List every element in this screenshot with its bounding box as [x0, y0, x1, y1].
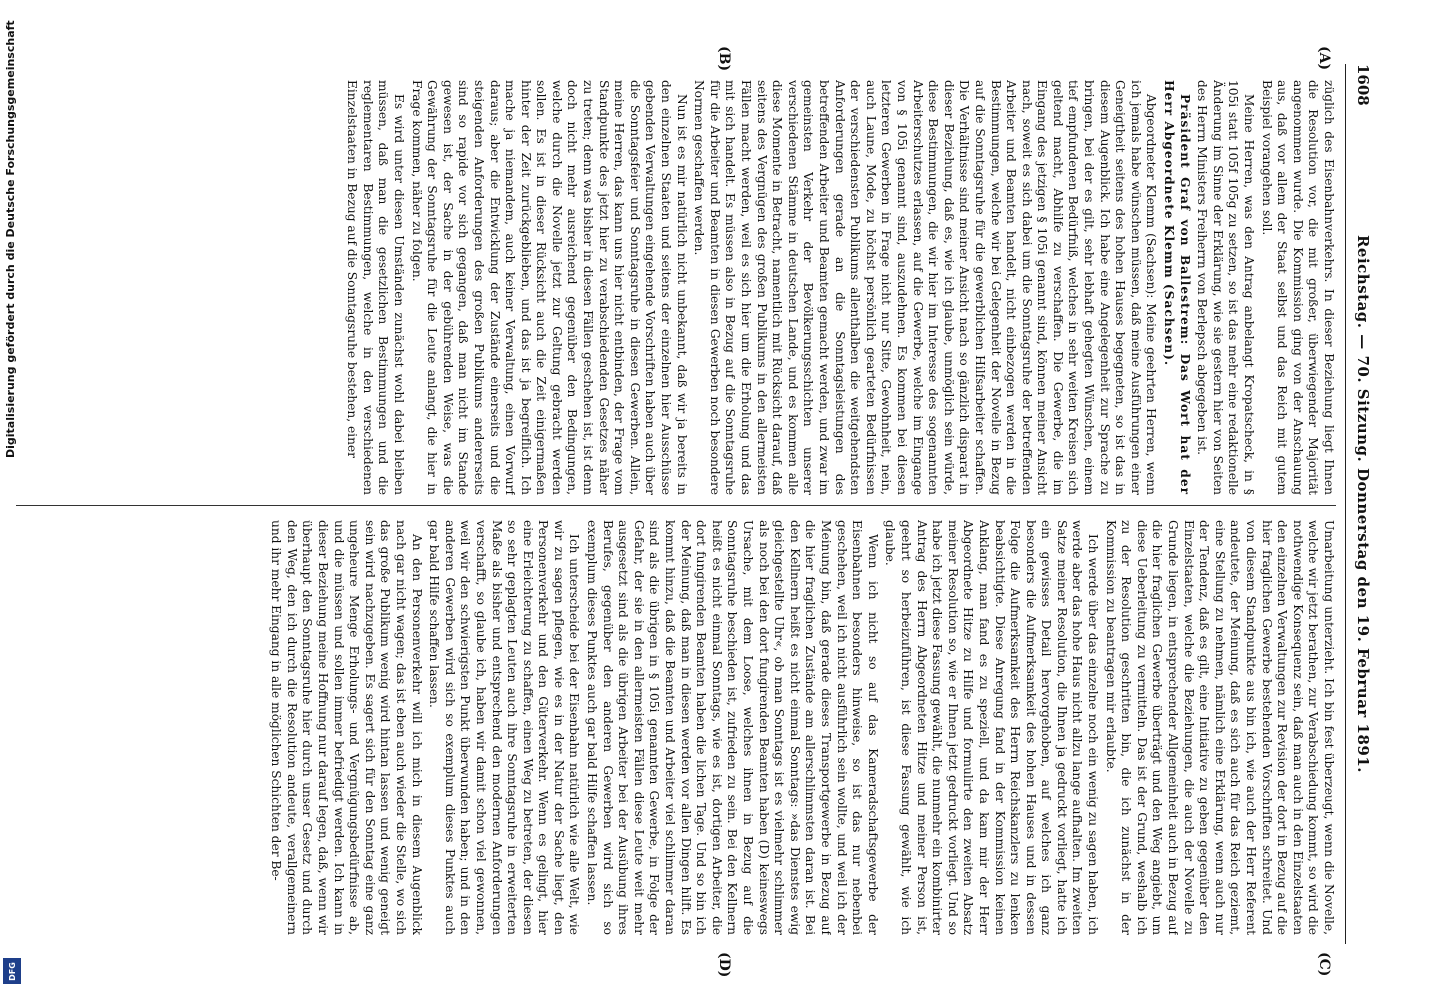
paragraph: Abgeordneter Klemm (Sachsen): Meine geehrten Herren, wenn ich jemals habe wünschen müssen, daß meine Ausführungen einer Geneigtheit seitens des hohen Hauses begegneten, so ist das in diesem Augenblick. Ich habe eine Angelegenheit zur Sprache zu bringen, bei der es gilt, sehr lebhaft gehegten Wünschen, einem tief empfundenen Bedürfniß, welches in sehr weiten Kreisen sich geltend macht, Abhilfe zu verschaffen. Die Gewerbe, die im Eingang des jetzigen § 105i genannt sind, können meiner Ansicht nach, soweit es sich dabei um die Sonntagsruhe der betreffenden Arbeiter und Beamten handelt, nicht einbezogen werden in die Bestimmungen, welche wir bei Gelegenheit der Novelle in Bezug auf die Sonntagsruhe für die gewerblichen Hilfsarbeiter schaffen. Die Verhältnisse sind meiner Ansicht nach so gänzlich disparat in dieser Beziehung, daß es, wie ich glaube, unmöglich sein würde, diese Bestimmungen, die wir hier im Interesse des sogenannten Arbeiterschutzes erlassen, auf die Gewerbe, welche im Eingange von § 105i genannt sind, auszudehnen. Es kommen bei diesen letzteren Gewerben in Frage nicht nur Sitte, Gewohnheit, nein, auch Laune, Mode, zu höchst persönlich gearteten Bedürfnissen der verschiedensten Publikums allenthalben die weitgehendsten Anforderungen gerade an die Sonntagsleistungen des betreffenden Arbeiter und Beamten gemacht werden, und zwar im gemeinsten Verkehr der Bevölkerungsschichten unserer verschiedenen Stämme in deutschen Lande, und es kommen alle diese Momente in Betracht, namentlich mit Rücksicht darauf, daß seitens des Vergnügen des großen Publikums in den allermeisten Fällen macht werden, weil es sich hier um die Erholung und das mit sich handelt. Es müssen also in Bezug auf die Sonntagsruhe für die Arbeiter und Beamten in diesen Gewerben noch besondere Normen geschaffen werden.	[692, 80, 1159, 495]
page-number: 1608	[1354, 64, 1372, 106]
margin-marker-d: (D)	[716, 952, 732, 978]
paragraph: Nun ist es mir natürlich nicht unbekannt, daß wir ja bereits in den einzelnen Staaten und seitens der einzelnen hier Ausschüsse gebenden Verwaltungen eingehende Vorschriften haben auch über die Sonntagsfeier und Sonntagsruhe in diesen Gewerben. Allein, meine Herren, das kann uns hier nicht entbinden, der Frage vom Standpunkte des jetzt hier zu verabschiedenden Gesetzes näher zu treten; denn was bisher in diesen Fällen geschehen ist, ist denn doch nicht mehr ausreichend gegenüber den Bedingungen, welche durch die Novelle jetzt zur Geltung gebracht werden sollen. Es ist in dieser Rücksicht auch die Zeit einigermaßen hinter der Zeit zurückgeblieben, und das ist ja begreiflich. Ich mache ja niemandem, auch keiner Verwaltung, einen Vorwurf daraus; aber die Entwicklung der Zustände einerseits und die steigenden Anforderungen des großen Publikums andererseits sind so rapide vor sich gegangen, daß man nicht im Stande gewesen ist, der Sache in der gebührenden Weise, was die Gewährung der Sonntagsruhe für die Leute anlangt, die hier in Frage kommen, näher zu folgen.	[409, 80, 689, 495]
paragraph: Es wird unter diesen Umständen zunächst wohl dabei bleiben müssen, daß man die gesetzlichen Bestimmungen und die reglementaren Bestimmungen, welche in den verschiedenen Einzelstaaten in Bezug auf die Sonntagsruhe bestehen, einer	[345, 80, 406, 495]
page-title: Reichstag. — 70. Sitzung. Donnerstag den 19. Februar 1891.	[1354, 234, 1372, 774]
left-column	[16, 80, 1336, 495]
column-divider	[16, 505, 1336, 506]
page-header	[1346, 64, 1372, 944]
paragraph: züglich des Eisenbahnverkehrs. In dieser Beziehung liegt Ihnen die Resolution vor, die mit großer, überwiegender Majorität angenommen wurde. Die Kommission ging von der Anschauung aus, daß vor allem der Staat selbst und das Reich mit gutem Beispiel vorangehen soll.	[1259, 80, 1336, 495]
margin-marker-a: (A)	[1316, 46, 1332, 71]
paragraph: Wenn ich nicht so auf das Kameradschaftsgewerbe der Eisenbahnen besonders hinweise, so ist das nur nebenbei geschehen, weil ich nicht ausführlich sein wollte, und weil ich der Meinung bin, daß gerade dieses Transportgewerbe in Bezug auf die hier fraglichen Zustände am allerschlimmsten daran ist. Bei den Kellnern heißt es nicht einmal Sonntags: »das Dienstes ewig gleichgestellte Uhr«, ob man Sonntags ist es vielmehr schlimmer als noch bei den dort fungirenden Beamten haben (D) keineswegs Ursache, mit dem Loose, welches ihnen in Bezug auf die Sonntagsruhe beschieden ist, zufrieden zu sein. Bei den Kellnern heißt es nicht einmal Sonntags, wie es ist, dortigen Arbeiter, die dort fungirenden Beamten haben die lichen Tage. Und so bin ich der Meinung, daß man in diesen werden vor allen Dingen hilft. Es kommt hinzu, daß die Beamten und Arbeiter viel schlimmer daran sind als die übrigen in § 105i genannten Gewerbe, in Folge der Gefahr, der sie in den allermeisten Fällen diese Leute weit mehr ausgesetzt sind als die übrigen Arbeiter bei der Ausübung ihres Berufes, gegenüber den anderen Gewerben wird sich so exemplum dieses Punktes auch gar bald Hilfe schaffen lassen.	[585, 520, 880, 935]
margin-marker-b: (B)	[716, 46, 732, 72]
margin-marker-c: (C)	[1316, 952, 1332, 977]
dfg-logo	[3, 958, 21, 984]
speaker-paragraph: Präsident Graf von Ballestrem: Das Wort hat der Herr Abgeordnete Klemm (Sachsen).	[1162, 80, 1192, 495]
dfg-logo-text: DFG	[7, 961, 17, 981]
paragraph: Ich werde über das einzelne noch ein wenig zu sagen haben, ich werde aber das hohe Haus nicht allzu lange aufhalten. Im zweiten Satze meiner Resolution, die Ihnen ja gedruckt vorliegt, hatte ich ein gewisses Detail hervorgehoben, auf welches ich ganz besonders die Aufmerksamkeit des hohen Hauses und in dessen Folge die Aufmerksamkeit des Herrn Reichskanzlers zu lenken beabsichtigte. Diese Anregung fand in der Kommission keinen Anklang, man fand es zu speziell, und da kam mir der Herr Abgeordnete Hitze zu Hilfe und formulirte den zweiten Absatz meiner Resolution so, wie er Ihnen jetzt gedruckt vorliegt. Und so habe ich jetzt diese Fassung gewählt, die nunmehr ein kombinirter Antrag des Herrn Abgeordneten Hitze und meiner Person ist, geehrt so herbeizuführen, ist diese Fassung gewählt, wie ich glaube.	[883, 520, 1101, 935]
digitization-footer	[0, 0, 26, 1000]
paragraph: Umarbeitung unterzieht. Ich bin fest überzeugt, wenn die Novelle, welche wir jetzt berathen, zur Verabschiedung kommt, so wird die nothwendige Konsequenz sein, daß man auch in den Einzelstaaten den einzelnen Verwaltungen zur Revision der dort in Bezug auf die hier fraglichen Gewerbe bestehenden Vorschriften schreitet. Und von diesem Standpunkte aus bin ich, wie auch der Herr Referent andeutete, der Meinung, daß es sich auch für das Reich geziemt, eine Stellung zu nehmen, nämlich eine Erklärung, wenn auch nur der Tendenz, daß es gilt, eine Initiative zu geben gegenüber den Einzelstaaten, welche die Beziehungen, die auch der Novelle zu Grunde liegen, in entsprechender Allgemeinheit auch in Bezug auf die hier fraglichen Gewerbe überträgt und den Weg angiebt, um diese Ueberleitung zu vermitteln. Das ist der Grund, weshalb ich zu der Resolution geschritten bin, die ich zunächst in der Kommission zu beantragen mir erlaubte.	[1103, 520, 1336, 935]
paragraph: Meine Herren, was den Antrag anbelangt Kropatscheck, in § 105i statt 105f 105g zu setzen, so ist das mehr eine redaktionelle Änderung im Sinne der Erklärung, wie sie gestern hier von Seiten des Herrn Ministers Freiherrn von Berlepsch abgegeben ist.	[1195, 80, 1257, 495]
right-column	[16, 520, 1336, 935]
paragraph: Ich unterscheide bei der Eisenbahn natürlich wie alle Welt, wie wir zu sagen pflegen, wie es in der Natur der Sache liegt, den Personenverkehr und den Güterverkehr. Wenn es gelingt, hier eine Erleichterung zu schaffen, einen Weg zu betreten, der diesen so sehr geplagten Leuten auch ihre Sonntagsruhe in erweiterten Maße als bisher und entsprechend den modernen Anforderungen verschafft, so glaube ich, haben wir damit schon viel gewonnen, weil wir den schwierigsten Punkt überwunden haben; und in den anderen Gewerben wird sich so exemplum dieses Punktes auch gar bald Hilfe schaffen lassen.	[427, 520, 582, 935]
header-rule	[1345, 64, 1346, 944]
footer-credit: Digitalisierung gefördert durch die Deutsche Forschungsgemeinschaft	[4, 20, 17, 458]
paragraph: An den Personenverkehr will ich mich in diesem Augenblick nach gar nicht wagen; das ist eben auch wieder die Stelle, wo sich das große Publikum wenig wird hintan lassen und wenig geneigt sein wird nachzugeben. Es sagert sich für den Sonntag eine ganz ungeheure Menge Erholungs- und Vergnügungsbedürfnisse ab, und die müssen und sollen immer befriedigt werden. Ich kann in dieser Beziehung meine Hoffnung nur darauf legen, daß, wenn wir überhaupt den Sonntagsruhe hier durch unser Gesetz und durch den Weg, den ich durch die Resolution andeute, verallgemeinern und ihr mehr Eingang in alle möglichen Schichten der Be-	[269, 520, 424, 935]
